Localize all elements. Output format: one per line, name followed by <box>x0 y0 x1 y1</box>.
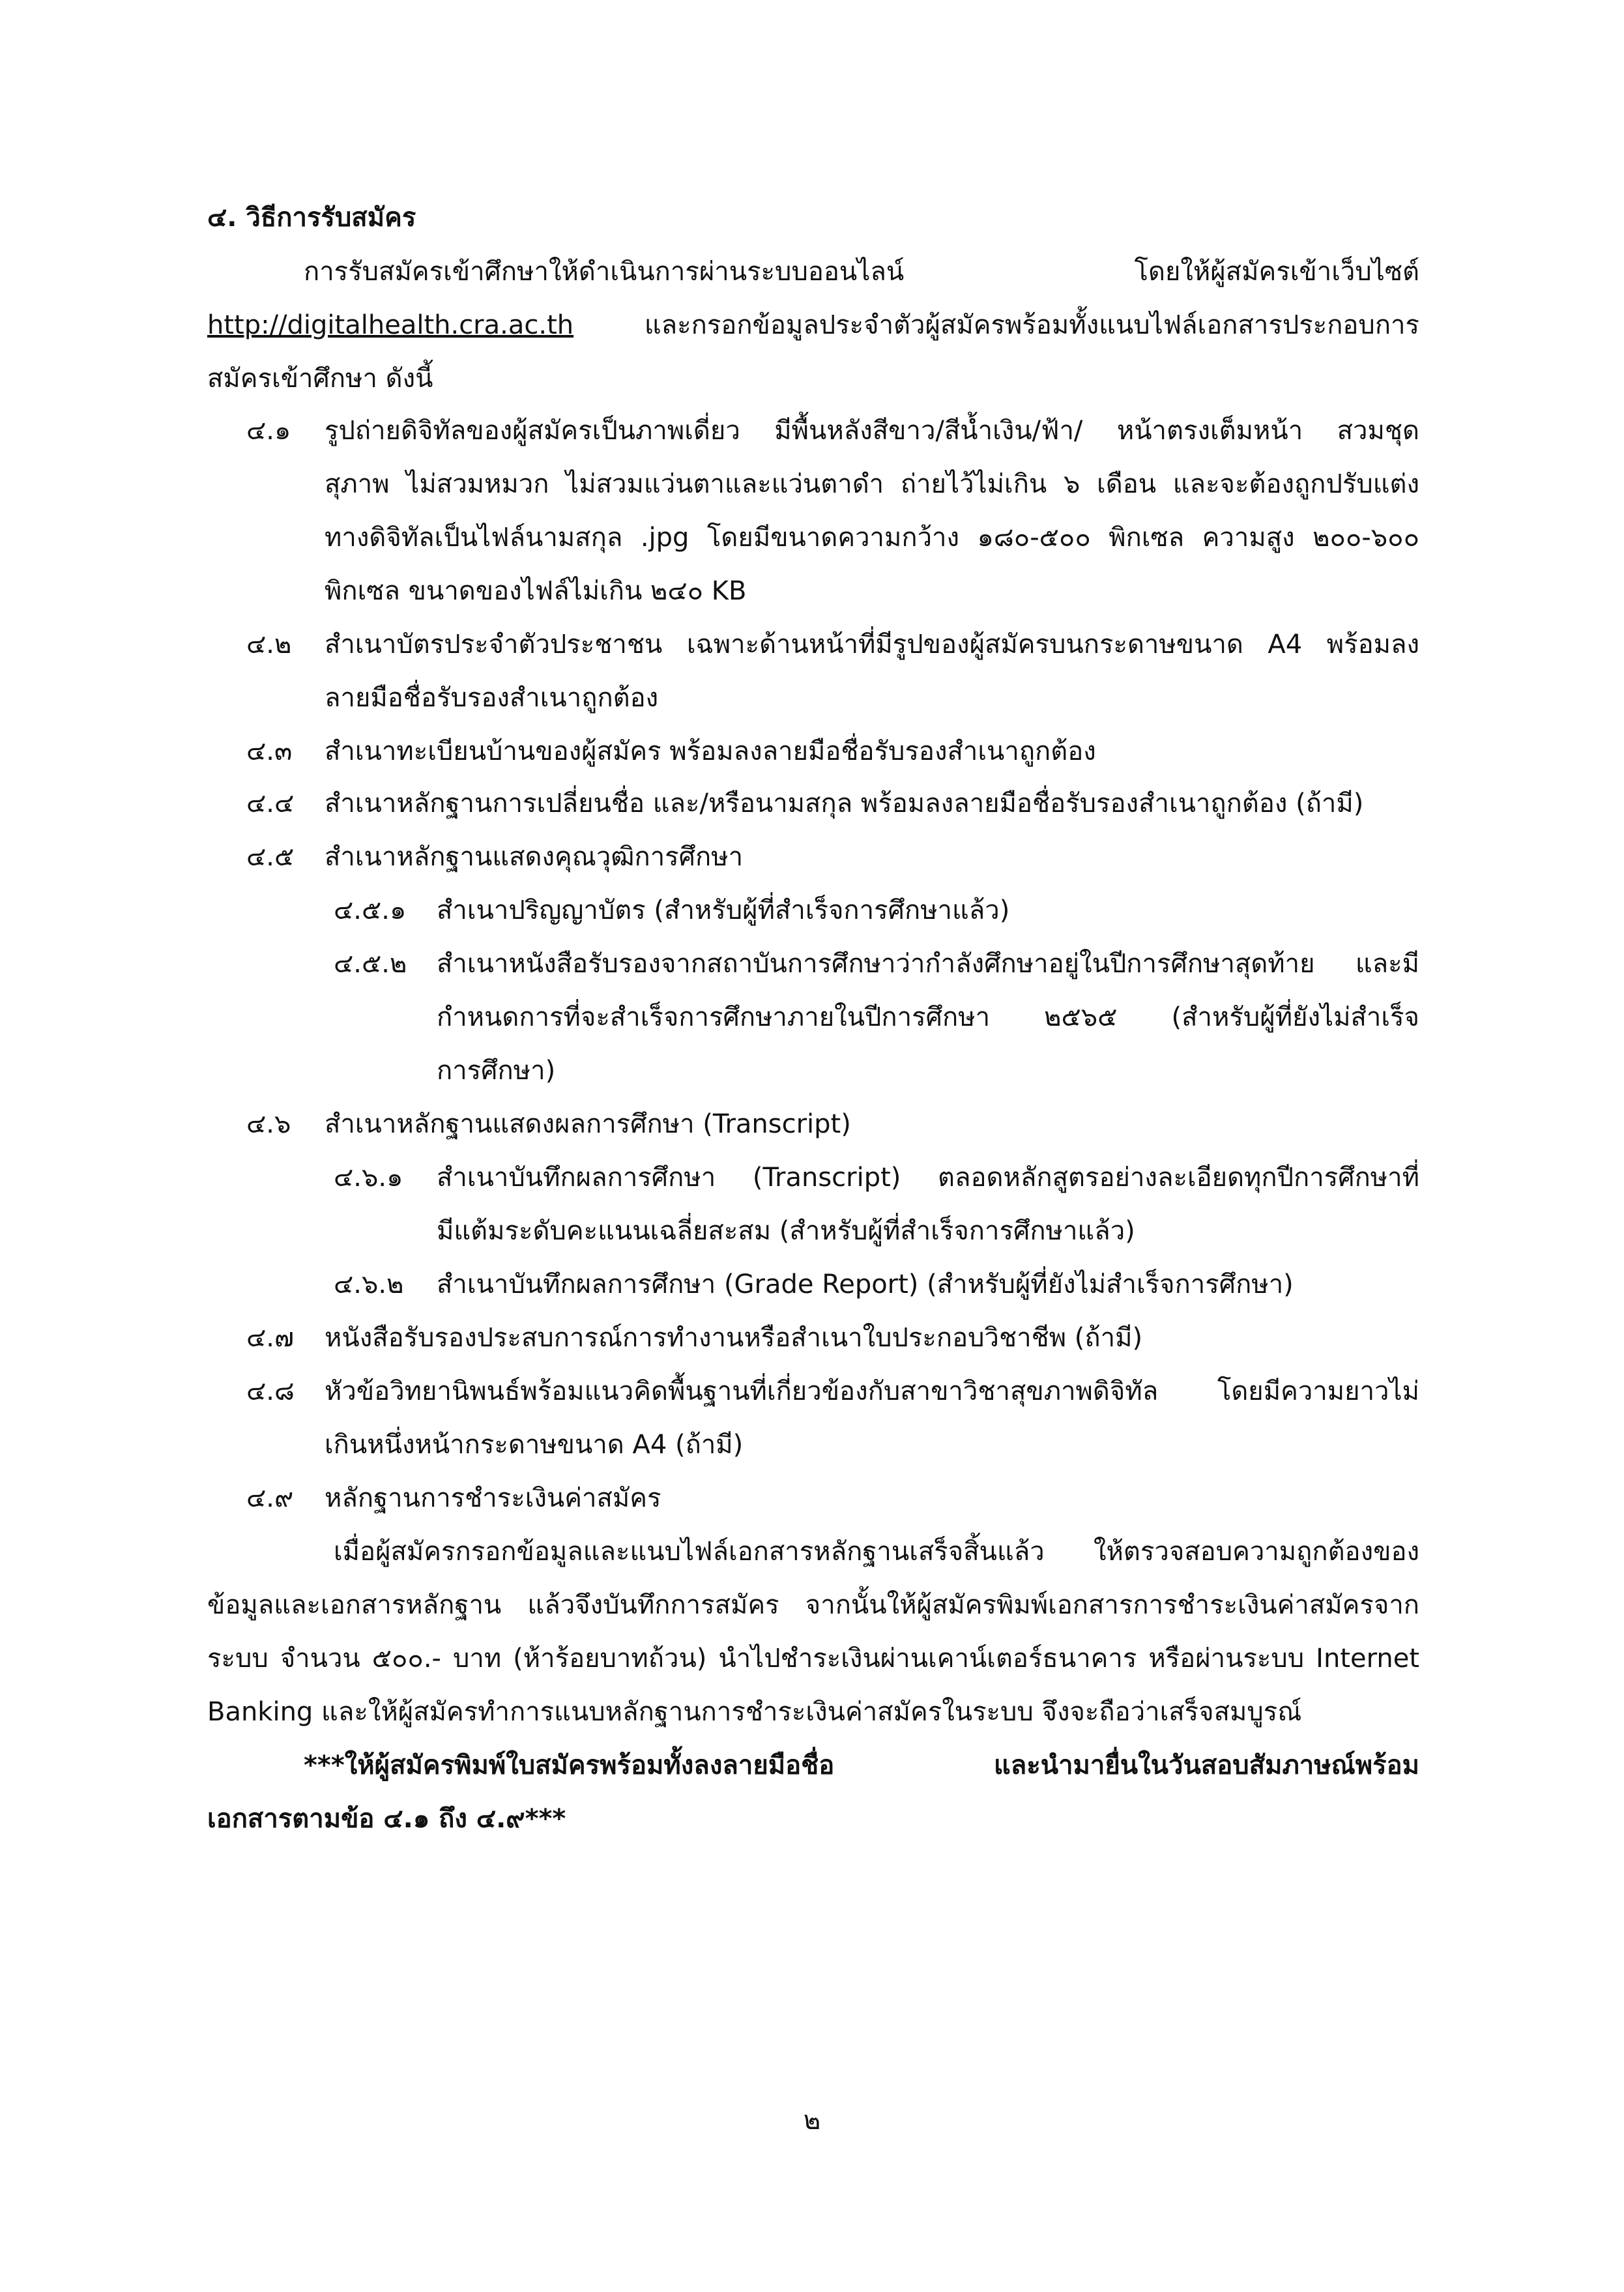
item-4-5-line-1: สำเนาหลักฐานแสดงคุณวุฒิการศึกษา <box>325 842 744 872</box>
item-4-1-line-3: ทางดิจิทัลเป็นไฟล์นามสกุล .jpg โดยมีขนาดความกว้าง ๑๘๐-๕๐๐ พิกเซล ความสูง ๒๐๐-๖๐๐ <box>325 523 1419 553</box>
item-4-2-line-1: สำเนาบัตรประจำตัวประชาชน เฉพาะด้านหน้าที่มีรูปของผู้สมัครบนกระดาษขนาด A4 พร้อมลง <box>325 630 1419 660</box>
intro-line-3: สมัครเข้าศึกษา ดังนี้ <box>207 364 433 394</box>
item-4-6-2-line-1: สำเนาบันทึกผลการศึกษา (Grade Report) (สำหรับผู้ที่ยังไม่สำเร็จการศึกษา) <box>437 1269 1294 1299</box>
item-4-1-line-4: พิกเซล ขนาดของไฟล์ไม่เกิน ๒๔๐ KB <box>325 576 747 606</box>
item-4-7-line-1: หนังสือรับรองประสบการณ์การทำงานหรือสำเนาใบประกอบวิชาชีพ (ถ้ามี) <box>325 1323 1143 1353</box>
item-4-5-2-line-1: สำเนาหนังสือรับรองจากสถาบันการศึกษาว่ากำลังศึกษาอยู่ในปีการศึกษาสุดท้าย และมี <box>437 949 1419 979</box>
section-heading: ๔. วิธีการรับสมัคร <box>207 203 416 233</box>
item-4-4-line-1: สำเนาหลักฐานการเปลี่ยนชื่อ และ/หรือนามสกุล พร้อมลงลายมือชื่อรับรองสำเนาถูกต้อง (ถ้ามี) <box>325 789 1364 819</box>
closing-line-3: ระบบ จำนวน ๕๐๐.- บาท (ห้าร้อยบาทถ้วน) นำไปชำระเงินผ่านเคาน์เตอร์ธนาคาร หรือผ่านระบบ Internet <box>207 1644 1419 1674</box>
item-number-4-3: ๔.๓ <box>246 736 293 766</box>
item-4-6-line-1: สำเนาหลักฐานแสดงผลการศึกษา (Transcript) <box>325 1109 851 1139</box>
item-number-4-4: ๔.๔ <box>246 789 295 819</box>
item-number-4-6-2: ๔.๖.๒ <box>334 1269 404 1299</box>
website-link[interactable]: http://digitalhealth.cra.ac.th <box>207 310 574 340</box>
closing-line-4: Banking และให้ผู้สมัครทำการแนบหลักฐานการชำระเงินค่าสมัครในระบบ จึงจะถือว่าเสร็จสมบูรณ์ <box>207 1697 1302 1727</box>
item-4-9-line-1: หลักฐานการชำระเงินค่าสมัคร <box>325 1483 661 1513</box>
item-number-4-6-1: ๔.๖.๑ <box>334 1163 403 1193</box>
item-4-1-line-2: สุภาพ ไม่สวมหมวก ไม่สวมแว่นตาและแว่นตาดำ ถ่ายไว้ไม่เกิน ๖ เดือน และจะต้องถูกปรับแต่ง <box>325 469 1419 499</box>
page-number: ๒ <box>803 2106 821 2136</box>
item-4-8-line-2: เกินหนึ่งหน้ากระดาษขนาด A4 (ถ้ามี) <box>325 1430 744 1460</box>
item-number-4-6: ๔.๖ <box>246 1109 291 1139</box>
item-4-3-line-1: สำเนาทะเบียนบ้านของผู้สมัคร พร้อมลงลายมือชื่อรับรองสำเนาถูกต้อง <box>325 736 1096 766</box>
item-number-4-8: ๔.๘ <box>246 1376 295 1406</box>
closing-line-2: ข้อมูลและเอกสารหลักฐาน แล้วจึงบันทึกการสมัคร จากนั้นให้ผู้สมัครพิมพ์เอกสารการชำระเงินค่าสมัครจาก <box>207 1590 1419 1620</box>
item-4-5-2-line-2: กำหนดการที่จะสำเร็จการศึกษาภายในปีการศึกษา ๒๕๖๕ (สำหรับผู้ที่ยังไม่สำเร็จ <box>437 1002 1419 1032</box>
item-4-6-1-line-2: มีแต้มระดับคะแนนเฉลี่ยสะสม (สำหรับผู้ที่สำเร็จการศึกษาแล้ว) <box>437 1216 1135 1246</box>
intro-line-1: การรับสมัครเข้าศึกษาให้ดำเนินการผ่านระบบออนไลน์ โดยให้ผู้สมัครเข้าเว็บไซต์ <box>304 257 1419 287</box>
item-4-8-line-1: หัวข้อวิทยานิพนธ์พร้อมแนวคิดพื้นฐานที่เกี่ยวข้องกับสาขาวิชาสุขภาพดิจิทัล โดยมีความยาวไม่ <box>325 1376 1419 1406</box>
item-number-4-5-2: ๔.๕.๒ <box>334 949 407 979</box>
intro-line-2-rest: และกรอกข้อมูลประจำตัวผู้สมัครพร้อมทั้งแนบไฟล์เอกสารประกอบการ <box>644 310 1419 340</box>
closing-line-1: เมื่อผู้สมัครกรอกข้อมูลและแนบไฟล์เอกสารหลักฐานเสร็จสิ้นแล้ว ให้ตรวจสอบความถูกต้องของ <box>334 1537 1419 1567</box>
item-number-4-1: ๔.๑ <box>246 416 291 446</box>
item-number-4-5-1: ๔.๕.๑ <box>334 895 407 925</box>
item-number-4-5: ๔.๕ <box>246 842 295 872</box>
notice-line-1: ***ให้ผู้สมัครพิมพ์ใบสมัครพร้อมทั้งลงลายมือชื่อ และนำมายื่นในวันสอบสัมภาษณ์พร้อม <box>304 1750 1419 1780</box>
notice-line-2: เอกสารตามข้อ ๔.๑ ถึง ๔.๙*** <box>207 1804 566 1834</box>
item-4-1-line-1: รูปถ่ายดิจิทัลของผู้สมัครเป็นภาพเดี่ยว มีพื้นหลังสีขาว/สีน้ำเงิน/ฟ้า/ หน้าตรงเต็มหน้า สวมชุด <box>325 416 1419 446</box>
item-4-5-2-line-3: การศึกษา) <box>437 1056 556 1086</box>
item-4-5-1-line-1: สำเนาปริญญาบัตร (สำหรับผู้ที่สำเร็จการศึกษาแล้ว) <box>437 895 1010 925</box>
item-number-4-2: ๔.๒ <box>246 630 292 660</box>
item-4-2-line-2: ลายมือชื่อรับรองสำเนาถูกต้อง <box>325 683 659 713</box>
intro-line-2 <box>207 307 1419 343</box>
item-4-6-1-line-1: สำเนาบันทึกผลการศึกษา (Transcript) ตลอดหลักสูตรอย่างละเอียดทุกปีการศึกษาที่ <box>437 1163 1419 1193</box>
item-number-4-9: ๔.๙ <box>246 1483 294 1513</box>
item-number-4-7: ๔.๗ <box>246 1323 295 1353</box>
